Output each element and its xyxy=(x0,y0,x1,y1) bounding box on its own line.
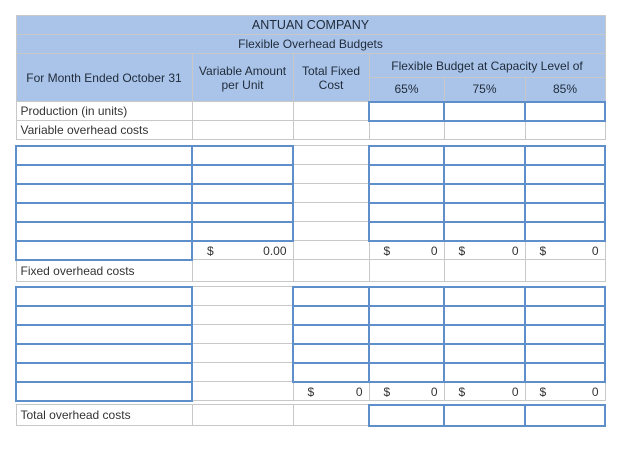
variable-cost-65-input[interactable] xyxy=(369,165,444,184)
fixed-cost-row xyxy=(16,287,605,306)
blank-cell xyxy=(293,121,369,140)
total-overhead-row xyxy=(16,405,605,426)
company-name: ANTUAN COMPANY xyxy=(16,16,605,35)
fixed-cost-name-input[interactable] xyxy=(16,344,192,363)
period-header: For Month Ended October 31 xyxy=(16,54,192,102)
fixed-cost-85-input[interactable] xyxy=(525,306,605,325)
variable-cost-per-unit-input[interactable] xyxy=(192,203,293,222)
fixed-cost-65-input[interactable] xyxy=(369,325,444,344)
blank-cell xyxy=(293,405,369,426)
fixed-cost-85-input[interactable] xyxy=(525,325,605,344)
total-fixed-header-line1: Total Fixed xyxy=(301,63,361,78)
variable-cost-65-input[interactable] xyxy=(369,222,444,241)
variable-cost-row xyxy=(16,222,605,241)
overhead-budget-worksheet xyxy=(15,15,606,427)
variable-amount-header xyxy=(192,54,293,102)
blank-cell xyxy=(293,241,369,260)
variable-cost-per-unit-input[interactable] xyxy=(192,222,293,241)
variable-cost-name-input[interactable] xyxy=(16,222,192,241)
blank-cell xyxy=(369,260,444,282)
blank-cell xyxy=(192,363,293,382)
variable-cost-row xyxy=(16,146,605,165)
fixed-cost-name-input[interactable] xyxy=(16,363,192,382)
blank-cell xyxy=(192,121,293,140)
variable-75-total-value: 0 xyxy=(511,243,519,258)
fixed-total-row xyxy=(16,382,605,401)
fixed-65-total xyxy=(369,382,444,401)
blank-cell xyxy=(525,121,605,140)
fixed-65-total-value: 0 xyxy=(430,384,438,399)
blank-cell xyxy=(293,260,369,282)
production-75-input[interactable] xyxy=(444,102,525,121)
production-85-input[interactable] xyxy=(525,102,605,121)
fixed-cost-85-input[interactable] xyxy=(525,344,605,363)
variable-total-row xyxy=(16,241,605,260)
fixed-85-total xyxy=(525,382,605,401)
flexible-budget-header: Flexible Budget at Capacity Level of xyxy=(369,54,605,78)
fixed-cost-total-input[interactable] xyxy=(293,344,369,363)
table-title: Flexible Overhead Budgets xyxy=(16,35,605,54)
currency-symbol: $ xyxy=(458,384,466,399)
variable-cost-75-input[interactable] xyxy=(444,203,525,222)
variable-cost-85-input[interactable] xyxy=(525,203,605,222)
currency-symbol: $ xyxy=(307,384,315,399)
fixed-cost-65-input[interactable] xyxy=(369,344,444,363)
variable-cost-75-input[interactable] xyxy=(444,146,525,165)
variable-cost-row xyxy=(16,203,605,222)
fixed-overhead-label: Fixed overhead costs xyxy=(16,260,192,282)
currency-symbol: $ xyxy=(207,243,214,258)
variable-cost-row xyxy=(16,165,605,184)
variable-overhead-heading-row xyxy=(16,121,605,140)
variable-65-total xyxy=(369,241,444,260)
fixed-cost-total-input[interactable] xyxy=(293,287,369,306)
variable-cost-85-input[interactable] xyxy=(525,165,605,184)
fixed-cost-75-input[interactable] xyxy=(444,306,525,325)
blank-cell xyxy=(444,121,525,140)
variable-per-unit-total xyxy=(192,241,293,260)
currency-symbol: $ xyxy=(539,243,547,258)
production-row xyxy=(16,102,605,121)
variable-cost-75-input[interactable] xyxy=(444,184,525,203)
fixed-cost-65-input[interactable] xyxy=(369,287,444,306)
fixed-overhead-heading-row xyxy=(16,260,605,282)
fixed-cost-75-input[interactable] xyxy=(444,287,525,306)
level-75-header: 75% xyxy=(444,78,525,102)
blank-cell xyxy=(192,405,293,426)
currency-symbol: $ xyxy=(383,384,391,399)
variable-amount-header-line2: per Unit xyxy=(221,77,264,92)
blank-cell xyxy=(192,260,293,282)
blank-cell xyxy=(192,287,293,306)
fixed-75-total-value: 0 xyxy=(511,384,519,399)
production-variable-cell xyxy=(192,102,293,121)
variable-cost-name-input[interactable] xyxy=(16,203,192,222)
variable-75-total xyxy=(444,241,525,260)
fixed-cost-row xyxy=(16,306,605,325)
variable-cost-name-input[interactable] xyxy=(16,184,192,203)
production-fixed-cell xyxy=(293,102,369,121)
variable-cost-75-input[interactable] xyxy=(444,165,525,184)
variable-cost-75-input[interactable] xyxy=(444,222,525,241)
fixed-cost-65-input[interactable] xyxy=(369,306,444,325)
variable-cost-85-input[interactable] xyxy=(525,184,605,203)
blank-cell xyxy=(192,344,293,363)
blank-cell xyxy=(293,184,369,203)
variable-per-unit-total-value: 0.00 xyxy=(263,243,287,258)
fixed-cost-85-input[interactable] xyxy=(525,287,605,306)
fixed-cost-75-input[interactable] xyxy=(444,325,525,344)
fixed-cost-total-input[interactable] xyxy=(293,306,369,325)
fixed-cost-total-input[interactable] xyxy=(293,363,369,382)
total-overhead-85-input[interactable] xyxy=(525,405,605,426)
production-label: Production (in units) xyxy=(16,102,192,121)
flexible-overhead-budget-table xyxy=(15,15,606,427)
blank-cell xyxy=(525,260,605,282)
fixed-total-label-input[interactable] xyxy=(16,382,192,401)
total-fixed-cost-header xyxy=(293,54,369,102)
variable-cost-per-unit-input[interactable] xyxy=(192,184,293,203)
currency-symbol: $ xyxy=(458,243,466,258)
variable-cost-name-input[interactable] xyxy=(16,146,192,165)
blank-cell xyxy=(293,222,369,241)
fixed-total-cost xyxy=(293,382,369,401)
variable-cost-per-unit-input[interactable] xyxy=(192,146,293,165)
variable-total-label-input[interactable] xyxy=(16,241,192,260)
fixed-cost-85-input[interactable] xyxy=(525,363,605,382)
fixed-cost-row xyxy=(16,325,605,344)
variable-65-total-value: 0 xyxy=(430,243,438,258)
fixed-cost-65-input[interactable] xyxy=(369,363,444,382)
variable-cost-name-input[interactable] xyxy=(16,165,192,184)
blank-cell xyxy=(369,121,444,140)
total-overhead-65-input[interactable] xyxy=(369,405,444,426)
production-65-input[interactable] xyxy=(369,102,444,121)
blank-cell xyxy=(192,325,293,344)
fixed-75-total xyxy=(444,382,525,401)
variable-overhead-label: Variable overhead costs xyxy=(16,121,192,140)
total-overhead-label: Total overhead costs xyxy=(16,405,192,426)
level-65-header: 65% xyxy=(369,78,444,102)
fixed-cost-name-input[interactable] xyxy=(16,287,192,306)
fixed-cost-name-input[interactable] xyxy=(16,325,192,344)
currency-symbol: $ xyxy=(383,243,391,258)
fixed-total-cost-value: 0 xyxy=(355,384,363,399)
fixed-85-total-value: 0 xyxy=(591,384,599,399)
fixed-cost-75-input[interactable] xyxy=(444,344,525,363)
blank-cell xyxy=(444,260,525,282)
level-85-header: 85% xyxy=(525,78,605,102)
total-overhead-75-input[interactable] xyxy=(444,405,525,426)
blank-cell xyxy=(192,382,293,401)
blank-cell xyxy=(293,203,369,222)
variable-amount-header-line1: Variable Amount xyxy=(198,63,287,78)
blank-cell xyxy=(293,165,369,184)
variable-85-total xyxy=(525,241,605,260)
fixed-cost-75-input[interactable] xyxy=(444,363,525,382)
blank-cell xyxy=(192,306,293,325)
variable-cost-65-input[interactable] xyxy=(369,184,444,203)
variable-cost-65-input[interactable] xyxy=(369,146,444,165)
fixed-cost-total-input[interactable] xyxy=(293,325,369,344)
fixed-cost-row xyxy=(16,363,605,382)
currency-symbol: $ xyxy=(539,384,547,399)
variable-cost-per-unit-input[interactable] xyxy=(192,165,293,184)
variable-cost-85-input[interactable] xyxy=(525,222,605,241)
fixed-cost-row xyxy=(16,344,605,363)
variable-cost-65-input[interactable] xyxy=(369,203,444,222)
variable-85-total-value: 0 xyxy=(591,243,599,258)
variable-cost-85-input[interactable] xyxy=(525,146,605,165)
variable-cost-row xyxy=(16,184,605,203)
total-fixed-header-line2: Cost xyxy=(318,77,344,92)
fixed-cost-name-input[interactable] xyxy=(16,306,192,325)
blank-cell xyxy=(293,146,369,165)
